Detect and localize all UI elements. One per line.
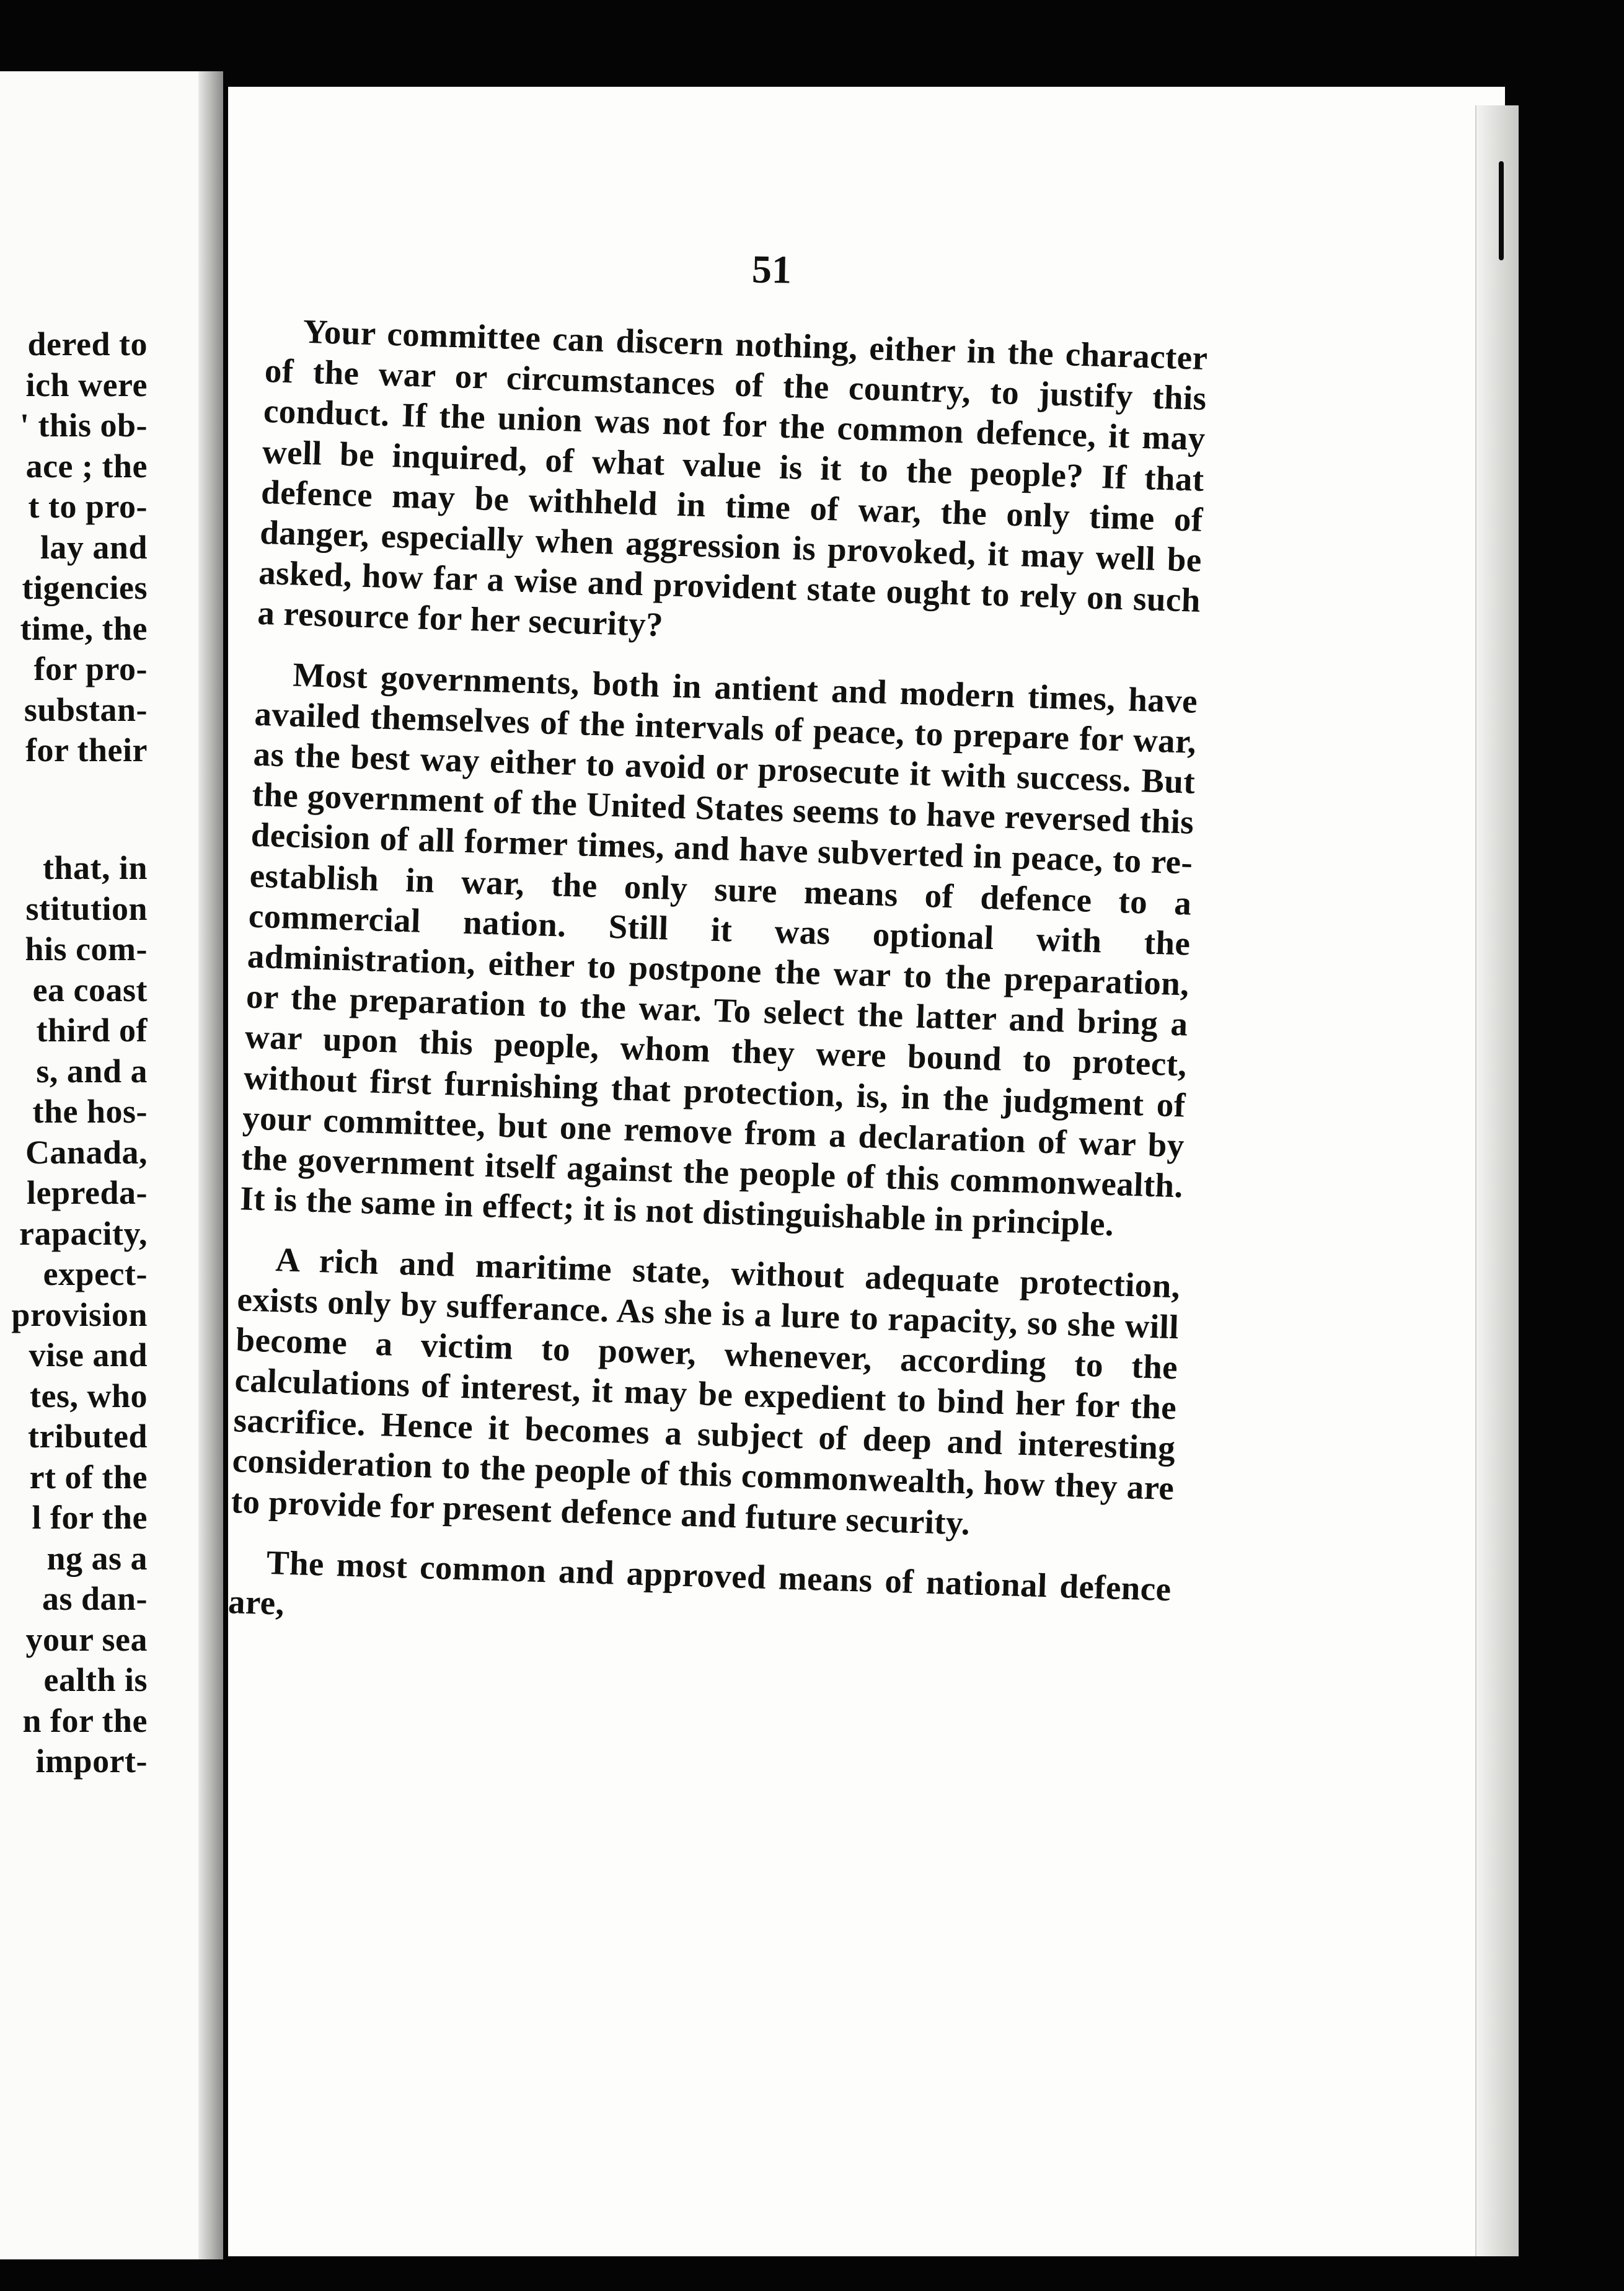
facing-page-line: vise and	[29, 1336, 148, 1374]
facing-page-line: ace ; the	[25, 447, 148, 485]
facing-page-line: ealth is	[43, 1661, 148, 1698]
facing-page-line: the hos-	[32, 1093, 148, 1130]
paragraph-3: A rich and maritime state, without adequate protection, exists only by sufferance. As she is a lure to rapacity, so she will become a victim to power, whenever, according to the calculations of interest, it may be expedient to bind her for the sacrifice. Hence it becomes a subject of deep and interesting consideration to the people of this commonwealth, how they are to provide for present defence and future security.	[231, 1240, 1181, 1542]
facing-page-line: ' this ob-	[19, 407, 148, 444]
paragraph-4: The most common and approved means of national defence are,	[227, 1543, 1172, 1622]
facing-page-line: t to pro-	[28, 488, 148, 525]
facing-page-line: third of	[36, 1012, 148, 1049]
facing-page-line: Canada,	[25, 1133, 148, 1171]
facing-page-line: tigencies	[22, 569, 148, 606]
facing-page-line: dered to	[27, 325, 148, 363]
facing-page-line: stitution	[25, 889, 148, 927]
facing-page-line: time, the	[20, 609, 148, 647]
facing-page-line: tributed	[28, 1418, 148, 1455]
paragraph-2: Most governments, both in antient and modern times, have availed themselves of the intervals of peace, to prepare for war, as the best way either to avoid or prosecute it with success. But the government of the United States seems to have reversed this decision of all former times, and have subverted in peace, to re-establish in war, the only sure means of defence to a commercial nation. Still it was optional with the administration, either to postpone the war to the preparation, or the preparation to the war. To select the latter and bring a war upon this people, whom they were bound to protect, without first furnishing that protection, is, in the judgment of your committee, but one remove from a declaration of war by the government itself against the people of this commonwealth. It is the same in effect; it is not distinguishable in principle.	[239, 655, 1198, 1243]
body-text	[227, 310, 1208, 1669]
paragraph-1: Your committee can discern nothing, either in the character of the war or circumstances of the country, to justify this conduct. If the union was not for the common defence, it may well be inquired, of what value is it to the people? If that defence may be withheld in time of war, the only time of danger, especially when aggression is provoked, it may well be asked, how far a wise and provident state ought to rely on such a resource for her security?	[257, 312, 1209, 644]
facing-page-line: that, in	[42, 849, 148, 886]
page-number: 51	[751, 247, 792, 292]
facing-page-line: ich were	[25, 366, 148, 404]
facing-page-line: ng as a	[46, 1539, 148, 1577]
facing-page-line: n for the	[22, 1702, 148, 1739]
edge-mark	[1499, 161, 1504, 260]
facing-page-line: lepreda-	[27, 1174, 148, 1211]
facing-page-line: his com-	[25, 930, 148, 968]
facing-page	[0, 71, 223, 2259]
facing-page-line: substan-	[24, 691, 148, 728]
page-edge	[1475, 105, 1519, 2256]
facing-page-line: for their	[25, 731, 148, 769]
facing-page-line: s, and a	[36, 1052, 148, 1090]
facing-page-line: import-	[35, 1742, 148, 1780]
facing-page-line: rt of the	[29, 1458, 148, 1496]
facing-page-line: tes, who	[30, 1377, 148, 1415]
facing-page-line: lay and	[40, 528, 148, 566]
facing-page-line: expect-	[43, 1255, 148, 1292]
facing-page-line: provision	[11, 1296, 148, 1333]
facing-page-line: rapacity,	[19, 1214, 148, 1252]
gutter-shadow	[198, 71, 223, 2259]
facing-page-line: your sea	[25, 1620, 148, 1658]
facing-page-line: ea coast	[32, 971, 148, 1009]
facing-page-line: for pro-	[33, 650, 148, 687]
facing-page-line: as dan-	[42, 1580, 148, 1617]
facing-page-line: l for the	[32, 1499, 148, 1536]
